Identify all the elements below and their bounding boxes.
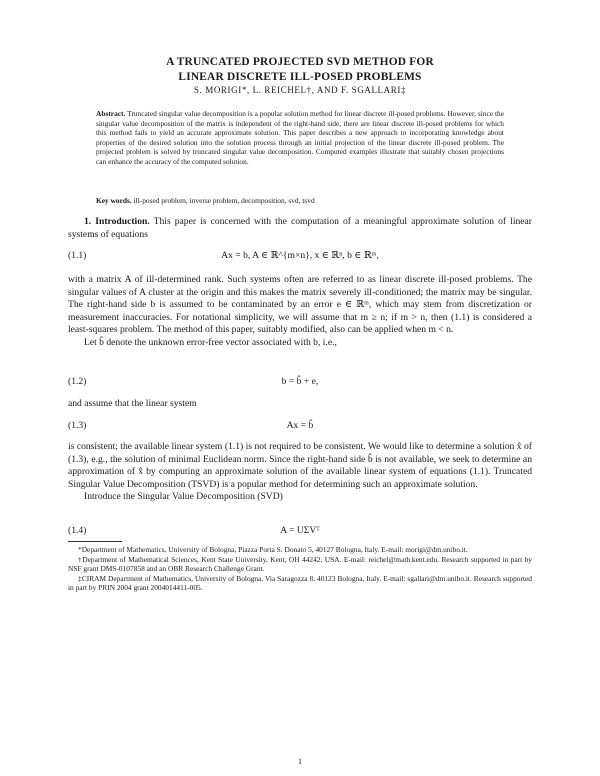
paragraph-3-text: Let b̂ denote the unknown error-free vector associated with b, i.e.,: [84, 336, 337, 348]
keywords-text: ill-posed problem, inverse problem, decomposition, svd, tsvd: [133, 196, 315, 205]
equation-1-3: [68, 420, 532, 433]
equation-number: (1.4): [68, 525, 87, 536]
paragraph-5-text: is consistent; the available linear system (1.1) is not required to be consistent. We would like to determine a solution x̂ of (1.3), e.g., the solution of minimal Euclidean norm. Since the right-hand side b̂ is not available, we seek to determine an approximation of x̂ by computing an approximate solution of the available linear system of equations (1.1). Truncated Singular Value Decomposition (TSVD) is a popular method for determining such an approximate solution.: [68, 441, 532, 490]
paper-title: [68, 55, 532, 85]
footnote-1: *Department of Mathematics, University of Bologna, Piazza Porta S. Donato 5, 40127 Bologna, Italy. E-mail: morigi@dm.unibo.it.: [78, 545, 468, 554]
equation-1-4: [68, 525, 532, 538]
equation-body: Ax = b̂: [286, 420, 314, 431]
intro-paragraph-1: [68, 216, 532, 241]
paragraph-6-text: Introduce the Singular Value Decomposition (SVD): [84, 491, 283, 503]
title-line-1: A TRUNCATED PROJECTED SVD METHOD FOR: [166, 56, 434, 68]
equation-1-1: [68, 250, 532, 263]
equation-body: Ax = b, A ∈ ℝ^{m×n}, x ∈ ℝⁿ, b ∈ ℝᵐ,: [221, 250, 379, 261]
abstract: [96, 109, 504, 166]
equation-body: b = b̂ + e,: [281, 376, 319, 387]
keywords: [96, 196, 504, 205]
footnotes: [68, 545, 532, 593]
abstract-text: Truncated singular value decomposition is a popular solution method for linear discrete ill-posed problems. However, since the singular value decomposition of the matrix is independent of the right-hand side, there are linear discrete ill-posed problems for which this method fails to yield an accurate approximate solution. This paper describes a new approach to incorporating knowledge about properties of the desired solution into the solution process through an initial projection of the linear discrete ill-posed problem. The projected problem is solved by truncated singular value decomposition. Computed examples illustrate that suitably chosen projections can enhance the accuracy of the computed solution.: [96, 109, 504, 166]
abstract-label: Abstract.: [96, 109, 126, 118]
equation-number: (1.1): [68, 250, 87, 261]
intro-text: This paper is concerned with the computation of a meaningful approximate solution of linear systems of equations: [68, 216, 532, 240]
keywords-label: Key words.: [96, 196, 132, 205]
author-list: S. MORIGI*, L. REICHEL†, AND F. SGALLARI‡: [193, 85, 407, 95]
title-line-2: LINEAR DISCRETE ILL-POSED PROBLEMS: [178, 71, 422, 83]
paragraph-5: [68, 441, 532, 504]
footnote-rule: [68, 541, 122, 542]
equation-body: A = UΣVᵀ: [280, 525, 320, 536]
equation-number: (1.2): [68, 376, 87, 387]
paragraph-4: [68, 398, 532, 411]
footnote-2: †Department of Mathematical Sciences, Kent State University, Kent, OH 44242, USA. E-mail: reichel@math.kent.edu. Research supported in part by NSF grant DMS-0107858 and an OBR Research Challenge Grant.: [68, 554, 532, 574]
equation-number: (1.3): [68, 420, 87, 431]
footnote-3: ‡CIRAM Department of Mathematics, University of Bologna, Via Saragozza 8, 40123 Bologna, Italy. E-mail: sgallari@dm.unibo.it. Research supported in part by PRIN 2004 grant 2004014411-005.: [68, 573, 532, 593]
paragraph-2: [68, 274, 532, 350]
equation-1-2: [68, 376, 532, 389]
section-heading: 1. Introduction.: [84, 216, 150, 227]
page-number: 1: [298, 757, 302, 766]
paragraph-4-text: and assume that the linear system: [68, 398, 197, 409]
paragraph-2-text: with a matrix A of ill-determined rank. Such systems often are referred to as linear discrete ill-posed problems. The singular values of A cluster at the origin and this makes the matrix severely ill-conditioned; the matrix may be singular. The right-hand side b is assumed to be contaminated by an error e ∈ ℝᵐ, which may stem from discretization or measurement inaccuracies. For notational simplicity, we will assume that m ≥ n; if m > n, then (1.1) is considered a least-squares problem. The method of this paper, suitably modified, also can be applied when m < n.: [68, 274, 532, 336]
